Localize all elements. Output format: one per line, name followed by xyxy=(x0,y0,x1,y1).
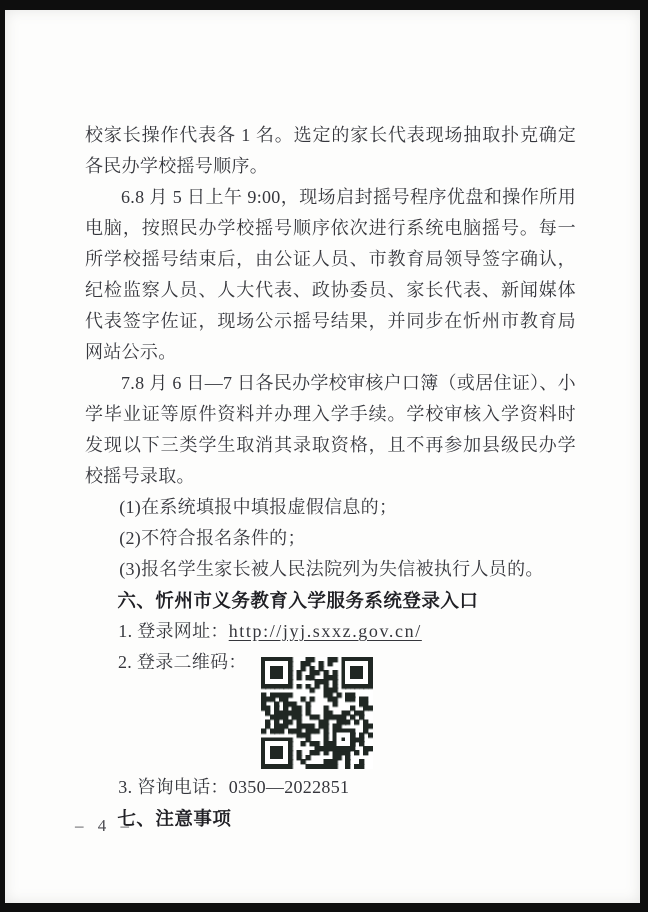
section-heading-7: 七、注意事项 xyxy=(117,808,232,829)
qr-code-image xyxy=(261,657,373,769)
list-item: (2)不符合报名条件的； xyxy=(119,528,306,548)
document-content xyxy=(85,120,576,834)
login-url-link[interactable]: http://jyj.sxxz.gov.cn/ xyxy=(228,621,422,641)
login-url-line xyxy=(85,616,576,647)
phone-label: 3. 咨询电话： xyxy=(118,777,229,797)
qr-code-row xyxy=(85,647,576,772)
phone-line xyxy=(85,772,576,803)
qr-code-label: 2. 登录二维码： xyxy=(118,652,247,672)
body-paragraph-continued: 校家长操作代表各 1 名。选定的家长代表现场抽取扑克确定各民办学校摇号顺序。 xyxy=(85,125,576,176)
list-item: (1)在系统填报中填报虚假信息的； xyxy=(119,497,398,517)
phone-number: 0350—2022851 xyxy=(228,777,350,797)
body-paragraph: 6.8 月 5 日上午 9:00，现场启封摇号程序优盘和操作所用电脑，按照民办学校摇号顺序依次进行系统电脑摇号。每一所学校摇号结束后，由公证人员、市教育局领导签字确认，纪检监察人员、人大代表、政协委员、家长代表、新闻媒体代表签字佐证，现场公示摇号结果，并同步在忻州市教育局网站公示。 xyxy=(85,187,576,362)
page-number: – 4 – xyxy=(75,816,134,835)
body-paragraph: 7.8 月 6 日—7 日各民办学校审核户口簿（或居住证）、小学毕业证等原件资料并办理入学手续。学校审核入学资料时发现以下三类学生取消其录取资格，且不再参加县级民办学校摇号录取。 xyxy=(85,373,576,486)
list-item: (3)报名学生家长被人民法院列为失信被执行人员的。 xyxy=(119,559,544,579)
section-heading-6: 六、忻州市义务教育入学服务系统登录入口 xyxy=(117,590,479,611)
document-page xyxy=(5,10,640,903)
login-url-label: 1. 登录网址： xyxy=(118,621,229,641)
